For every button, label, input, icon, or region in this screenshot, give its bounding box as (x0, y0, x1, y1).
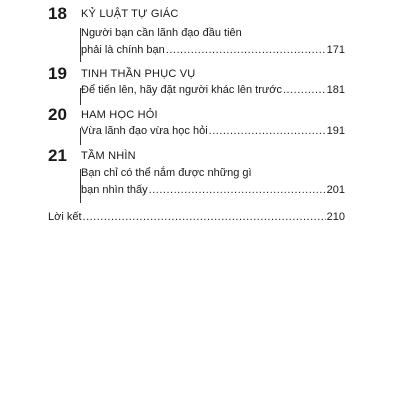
chapter-subtitle-leader-line (81, 42, 345, 58)
page-number: 181 (326, 84, 345, 96)
closing-label: Lời kết (48, 211, 82, 223)
chapter-title: TINH THẦN PHỤC VỤ (81, 68, 196, 80)
chapter-subtitle-leader-line (81, 182, 345, 198)
dot-leader (283, 82, 326, 98)
toc-entry-closing[interactable] (48, 209, 345, 225)
chapter-subtitle-leader-line (81, 123, 345, 139)
chapter-title: HAM HỌC HỎI (81, 109, 158, 121)
page-number: 171 (326, 44, 345, 56)
closing-leader-line (48, 209, 345, 225)
chapter-subtitle: Bạn chỉ có thể nắm được những gì (81, 167, 252, 179)
page-number: 210 (326, 211, 345, 223)
chapter-number: 19 (48, 64, 67, 83)
chapter-subtitle: Vừa lãnh đạo vừa học hỏi (81, 125, 208, 137)
page-number: 201 (326, 184, 345, 196)
dot-leader (166, 42, 326, 58)
dot-leader (209, 123, 326, 139)
chapter-subtitle-leader-line (81, 82, 345, 98)
chapter-subtitle: Để tiến lên, hãy đặt người khác lên trước (81, 84, 282, 96)
dot-leader (149, 182, 326, 198)
chapter-subtitle: Người bạn cần lãnh đạo đầu tiên (81, 27, 242, 39)
chapter-subtitle-end: phải là chính bạn (81, 44, 165, 56)
chapter-number: 21 (48, 146, 67, 165)
chapter-subtitle-end: bạn nhìn thấy (81, 184, 148, 196)
chapter-number: 20 (48, 105, 67, 124)
page-number: 191 (326, 125, 345, 137)
dot-leader (83, 209, 326, 225)
chapter-title: TẦM NHÌN (81, 150, 136, 162)
chapter-title: KỶ LUẬT TỰ GIÁC (81, 8, 179, 20)
chapter-number: 18 (48, 4, 67, 23)
